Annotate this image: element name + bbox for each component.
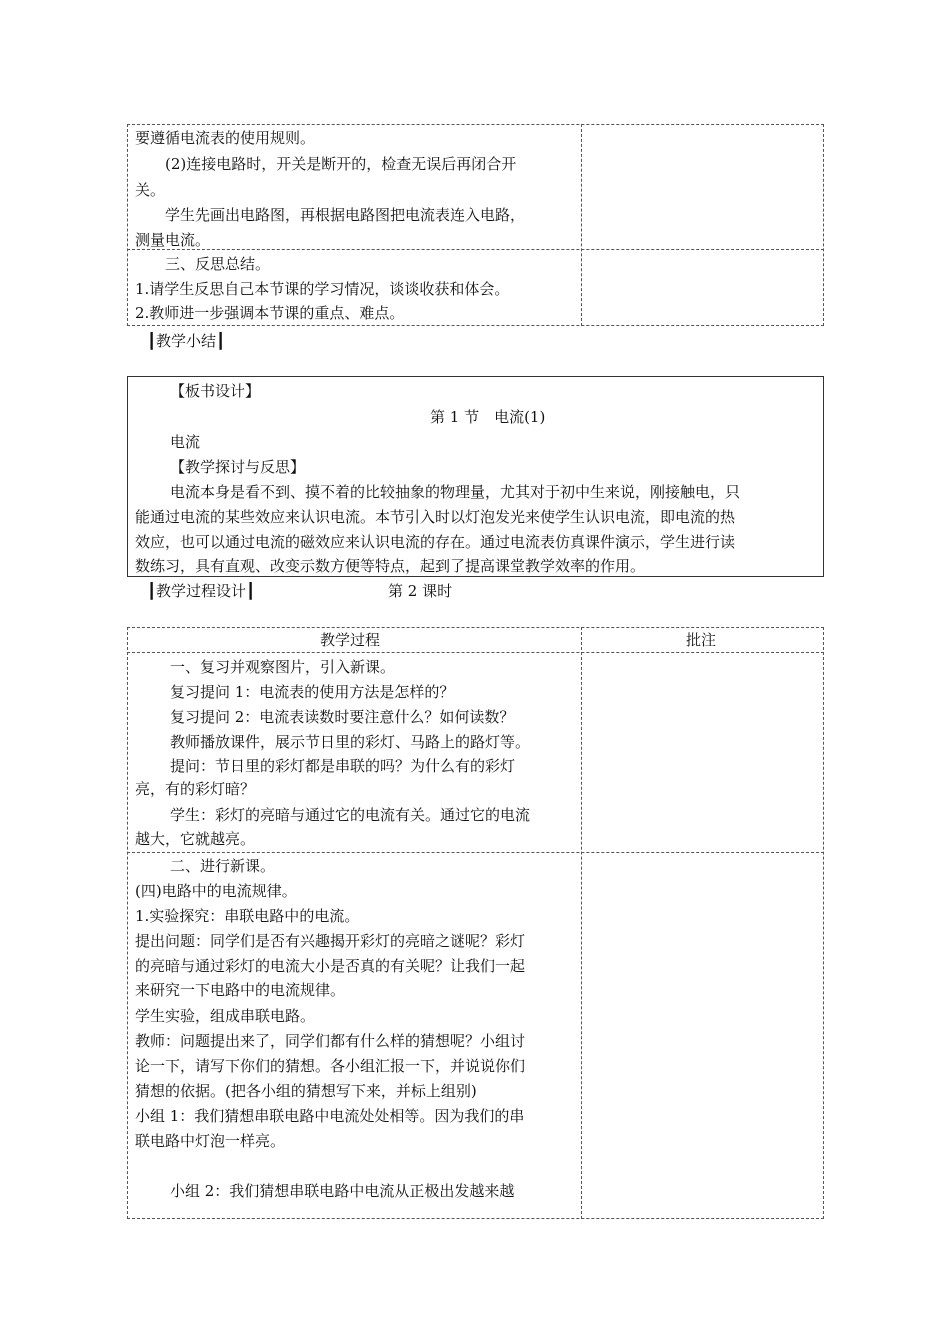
table-cell-text: 提问：节日里的彩灯都是串联的吗？为什么有的彩灯: [170, 757, 516, 775]
board-item: 电流: [170, 433, 201, 451]
summary-heading: ┃教学小结┃: [147, 332, 226, 350]
table-cell-text: 三、反思总结。: [165, 255, 271, 273]
table-cell-text: 教师播放课件，展示节日里的彩灯、马路上的路灯等。: [170, 733, 531, 751]
table-cell-text: 小组 2：我们猜想串联电路中电流从正极出发越来越: [170, 1182, 515, 1200]
lesson-label: 第 2 课时: [388, 582, 453, 600]
table-cell-text: 提出问题：同学们是否有兴趣揭开彩灯的亮暗之谜呢？彩灯: [135, 932, 526, 950]
table-row-divider: [127, 249, 824, 250]
table-column-divider: [581, 627, 582, 1219]
table-cell-text: 越大，它就越亮。: [135, 830, 256, 848]
table-cell-text: (四)电路中的电流规律。: [135, 882, 297, 900]
table-cell-text: 一、复习并观察图片，引入新课。: [170, 658, 396, 676]
process-heading: ┃教学过程设计┃: [147, 582, 256, 600]
table-cell-text: 教师：问题提出来了，同学们都有什么样的猜想呢？小组讨: [135, 1032, 526, 1050]
table-cell-text: (2)连接电路时，开关是断开的，检查无误后再闭合开: [165, 155, 517, 173]
table-column-divider: [581, 124, 582, 326]
table-cell-text: 学生：彩灯的亮暗与通过它的电流有关。通过它的电流: [170, 806, 531, 824]
table-cell-text: 二、进行新课。: [170, 857, 276, 875]
table-row-divider: [127, 852, 824, 853]
board-design-title: 【板书设计】: [170, 382, 261, 400]
table-header-divider: [127, 652, 824, 653]
reflection-paragraph-line: 能通过电流的某些效应来认识电流。本节引入时以灯泡发光来使学生认识电流，即电流的热: [135, 508, 736, 526]
table-cell-text: 来研究一下电路中的电流规律。: [135, 981, 346, 999]
section-title: 第 1 节 电流(1): [430, 408, 546, 426]
reflection-paragraph-line: 电流本身是看不到、摸不着的比较抽象的物理量，尤其对于初中生来说，刚接触电，只: [170, 483, 741, 501]
table-cell-text: 小组 1：我们猜想串联电路中电流处处相等。因为我们的串: [135, 1107, 525, 1125]
table-cell-text: 关。: [135, 181, 166, 199]
header-notes: 批注: [686, 631, 717, 649]
reflection-paragraph-line: 数练习，具有直观、改变示数方便等特点，起到了提高课堂教学效率的作用。: [135, 557, 646, 575]
table-cell-text: 的亮暗与通过彩灯的电流大小是否真的有关呢？让我们一起: [135, 957, 526, 975]
table-cell-text: 亮，有的彩灯暗？: [135, 780, 256, 798]
table-cell-text: 学生先画出电路图，再根据电路图把电流表连入电路，: [165, 206, 526, 224]
reflection-title: 【教学探讨与反思】: [170, 458, 306, 476]
table-cell-text: 联电路中灯泡一样亮。: [135, 1132, 286, 1150]
table-cell-text: 猜想的依据。(把各小组的猜想写下来，并标上组别): [135, 1082, 477, 1100]
reflection-paragraph-line: 效应，也可以通过电流的磁效应来认识电流的存在。通过电流表仿真课件演示，学生进行读: [135, 533, 736, 551]
table-cell-text: 要遵循电流表的使用规则。: [135, 129, 316, 147]
table-cell-text: 复习提问 2：电流表读数时要注意什么？如何读数？: [170, 708, 515, 726]
table-cell-text: 1.实验探究：串联电路中的电流。: [135, 907, 360, 925]
table-cell-text: 复习提问 1：电流表的使用方法是怎样的？: [170, 683, 455, 701]
table-cell-text: 2.教师进一步强调本节课的重点、难点。: [135, 304, 405, 322]
header-process: 教学过程: [320, 631, 381, 649]
table-cell-text: 1.请学生反思自己本节课的学习情况，谈谈收获和体会。: [135, 280, 510, 298]
table-cell-text: 论一下，请写下你们的猜想。各小组汇报一下，并说说你们: [135, 1057, 526, 1075]
table-cell-text: 学生实验，组成串联电路。: [135, 1007, 316, 1025]
table-cell-text: 测量电流。: [135, 231, 211, 249]
